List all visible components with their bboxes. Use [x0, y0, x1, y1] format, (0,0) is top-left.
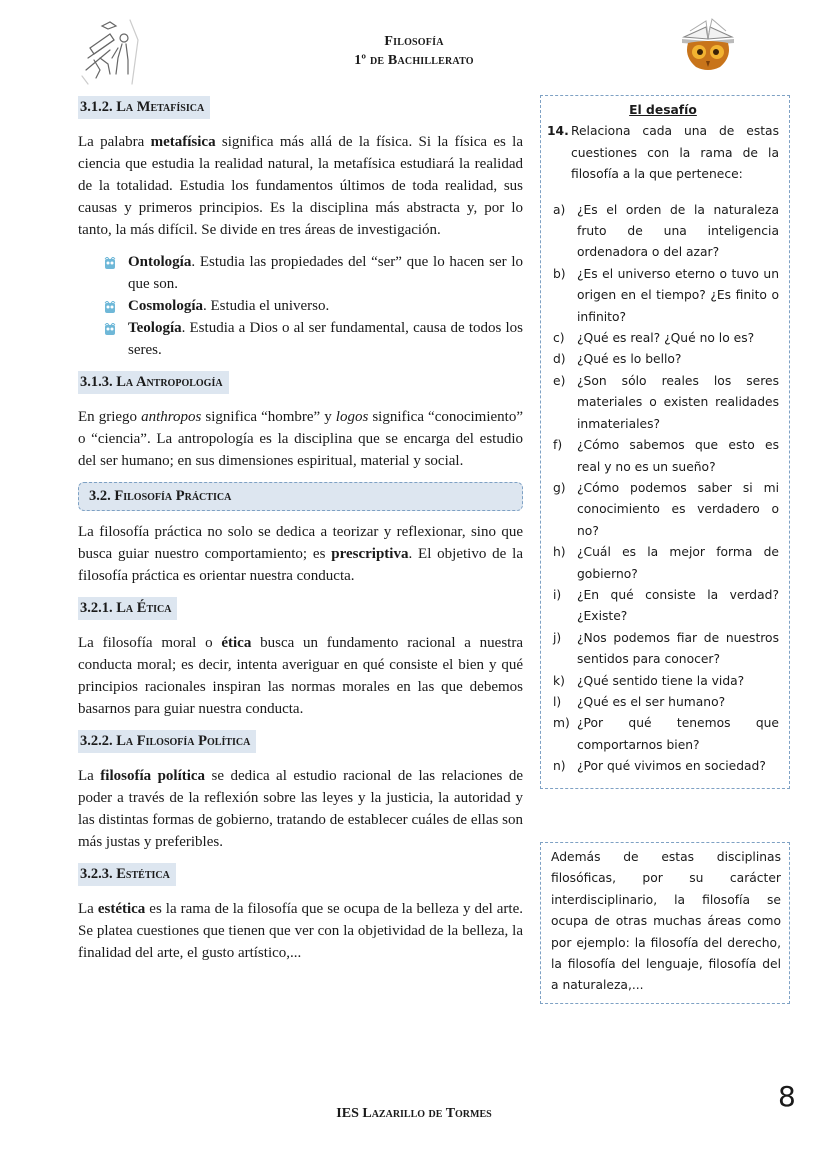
- metaphysics-branches-list: [104, 251, 523, 361]
- task-instruction: Relaciona cada una de estas cuestiones con la rama de la filosofía a la que pertenece:: [571, 124, 779, 182]
- task-number: 14.: [547, 124, 569, 139]
- paragraph-filosofia-politica: La filosofía política se dedica al estudio racional de las relaciones de poder a través de la reflexión sobre las leyes y la justicia, la autoridad y las distintas formas de gobierno, tratando de establecer cuáles de ellas son más justas y preferibles.: [78, 768, 523, 850]
- question-item: m) ¿Por qué tenemos que comportarnos bien?: [553, 716, 779, 752]
- question-item: j) ¿Nos podemos fiar de nuestros sentidos para conocer?: [553, 630, 779, 667]
- question-item: d) ¿Qué es lo bello?: [553, 352, 682, 367]
- owl-bullet-icon: [104, 321, 116, 334]
- challenge-task: [547, 121, 779, 185]
- section-heading-filosofia-practica: 3.2. Filosofía Práctica: [78, 482, 523, 511]
- paragraph-etica: La filosofía moral o ética busca un fundamento racional a nuestra conducta moral; es decir, intenta averiguar en qué consiste el bien y qué principios racionales inspiran las normas morales en las que debemos basarnos para guiar nuestra conducta.: [78, 635, 524, 717]
- subject-title: Filosofía: [384, 34, 444, 49]
- question-item: c) ¿Qué es real? ¿Qué no lo es?: [553, 331, 755, 346]
- paragraph-metafisica: La palabra metafísica significa más allá de la física. Si la física es la ciencia que estudia la realidad natural, la metafísica estudiará la realidad de la totalidad. Estudia los fundamentos últimos de toda realidad, sus causas y primeros principios. Es la disciplina más abstracta y, por lo tanto, la más difícil. Se divide en tres áreas de investigación.: [78, 134, 523, 238]
- note-box: [540, 842, 790, 1004]
- question-item: n) ¿Por qué vivimos en sociedad?: [553, 759, 766, 774]
- challenge-title: El desafío: [629, 103, 697, 117]
- section-heading-metafisica: 3.1.2. La Metafísica: [78, 96, 210, 119]
- main-content: [78, 96, 523, 974]
- section-heading-antropologia: 3.1.3. La Antropología: [78, 371, 229, 394]
- footer-school: IES Lazarillo de Tormes: [336, 1106, 492, 1121]
- paragraph-antropologia: En griego anthropos significa “hombre” y logos significa “conocimiento” o “ciencia”. La antropología es la disciplina que se encarga del estudio del ser humano; en sus dimensiones espiritual, material y social.: [78, 409, 523, 469]
- section-heading-filosofia-politica: 3.2.2. La Filosofía Política: [78, 730, 256, 753]
- question-item: b) ¿Es el universo eterno o tuvo un origen en el tiempo? ¿Es finito o infinito?: [553, 266, 779, 324]
- question-item: k) ¿Qué sentido tiene la vida?: [553, 673, 745, 688]
- question-item: h) ¿Cuál es la mejor forma de gobierno?: [553, 545, 779, 581]
- owl-bullet-icon: [104, 255, 116, 268]
- page-number: 8: [778, 1080, 796, 1113]
- owl-book-logo: [678, 17, 738, 72]
- questions-list: [547, 200, 779, 778]
- question-item: a) ¿Es el orden de la naturaleza fruto de una inteligencia ordenadora o del azar?: [553, 202, 779, 260]
- question-item: l) ¿Qué es el ser humano?: [553, 694, 726, 709]
- paragraph-filosofia-practica: La filosofía práctica no solo se dedica a teorizar y reflexionar, sino que busca guiar nuestro comportamiento; es prescriptiva. El objetivo de la filosofía práctica es orientar nuestra conducta.: [78, 524, 523, 584]
- paragraph-estetica: La estética es la rama de la filosofía que se ocupa de la belleza y del arte. Se platea cuestiones que tienen que ver con la objetividad de la belleza, la finalidad del arte, el gusto artístico,...: [78, 901, 523, 961]
- question-item: g) ¿Cómo podemos saber si mi conocimiento es verdadero o no?: [553, 480, 779, 538]
- list-item: Teología. Estudia a Dios o al ser fundamental, causa de todos los seres.: [104, 317, 523, 361]
- list-item: Ontología. Estudia las propiedades del “ser” que lo hacen ser lo que son.: [104, 251, 523, 295]
- question-item: e) ¿Son sólo reales los seres materiales o existen realidades inmateriales?: [553, 373, 779, 431]
- course-title: 1º de Bachillerato: [354, 53, 474, 68]
- challenge-box: [540, 95, 790, 789]
- section-heading-etica: 3.2.1. La Ética: [78, 597, 177, 620]
- question-item: f) ¿Cómo sabemos que esto es real y no es un sueño?: [553, 438, 779, 474]
- section-heading-estetica: 3.2.3. Estética: [78, 863, 176, 886]
- note-text: Además de estas disciplinas filosóficas, por su carácter interdisciplinario, la filosofía se ocupa de otras muchas áreas como por ejemplo: la filosofía del derecho, la filosofía del lenguaje, filosofía del a naturaleza,...: [551, 850, 781, 993]
- owl-bullet-icon: [104, 299, 116, 312]
- list-item: Cosmología. Estudia el universo.: [104, 295, 523, 317]
- question-item: i) ¿En qué consiste la verdad? ¿Existe?: [553, 587, 779, 624]
